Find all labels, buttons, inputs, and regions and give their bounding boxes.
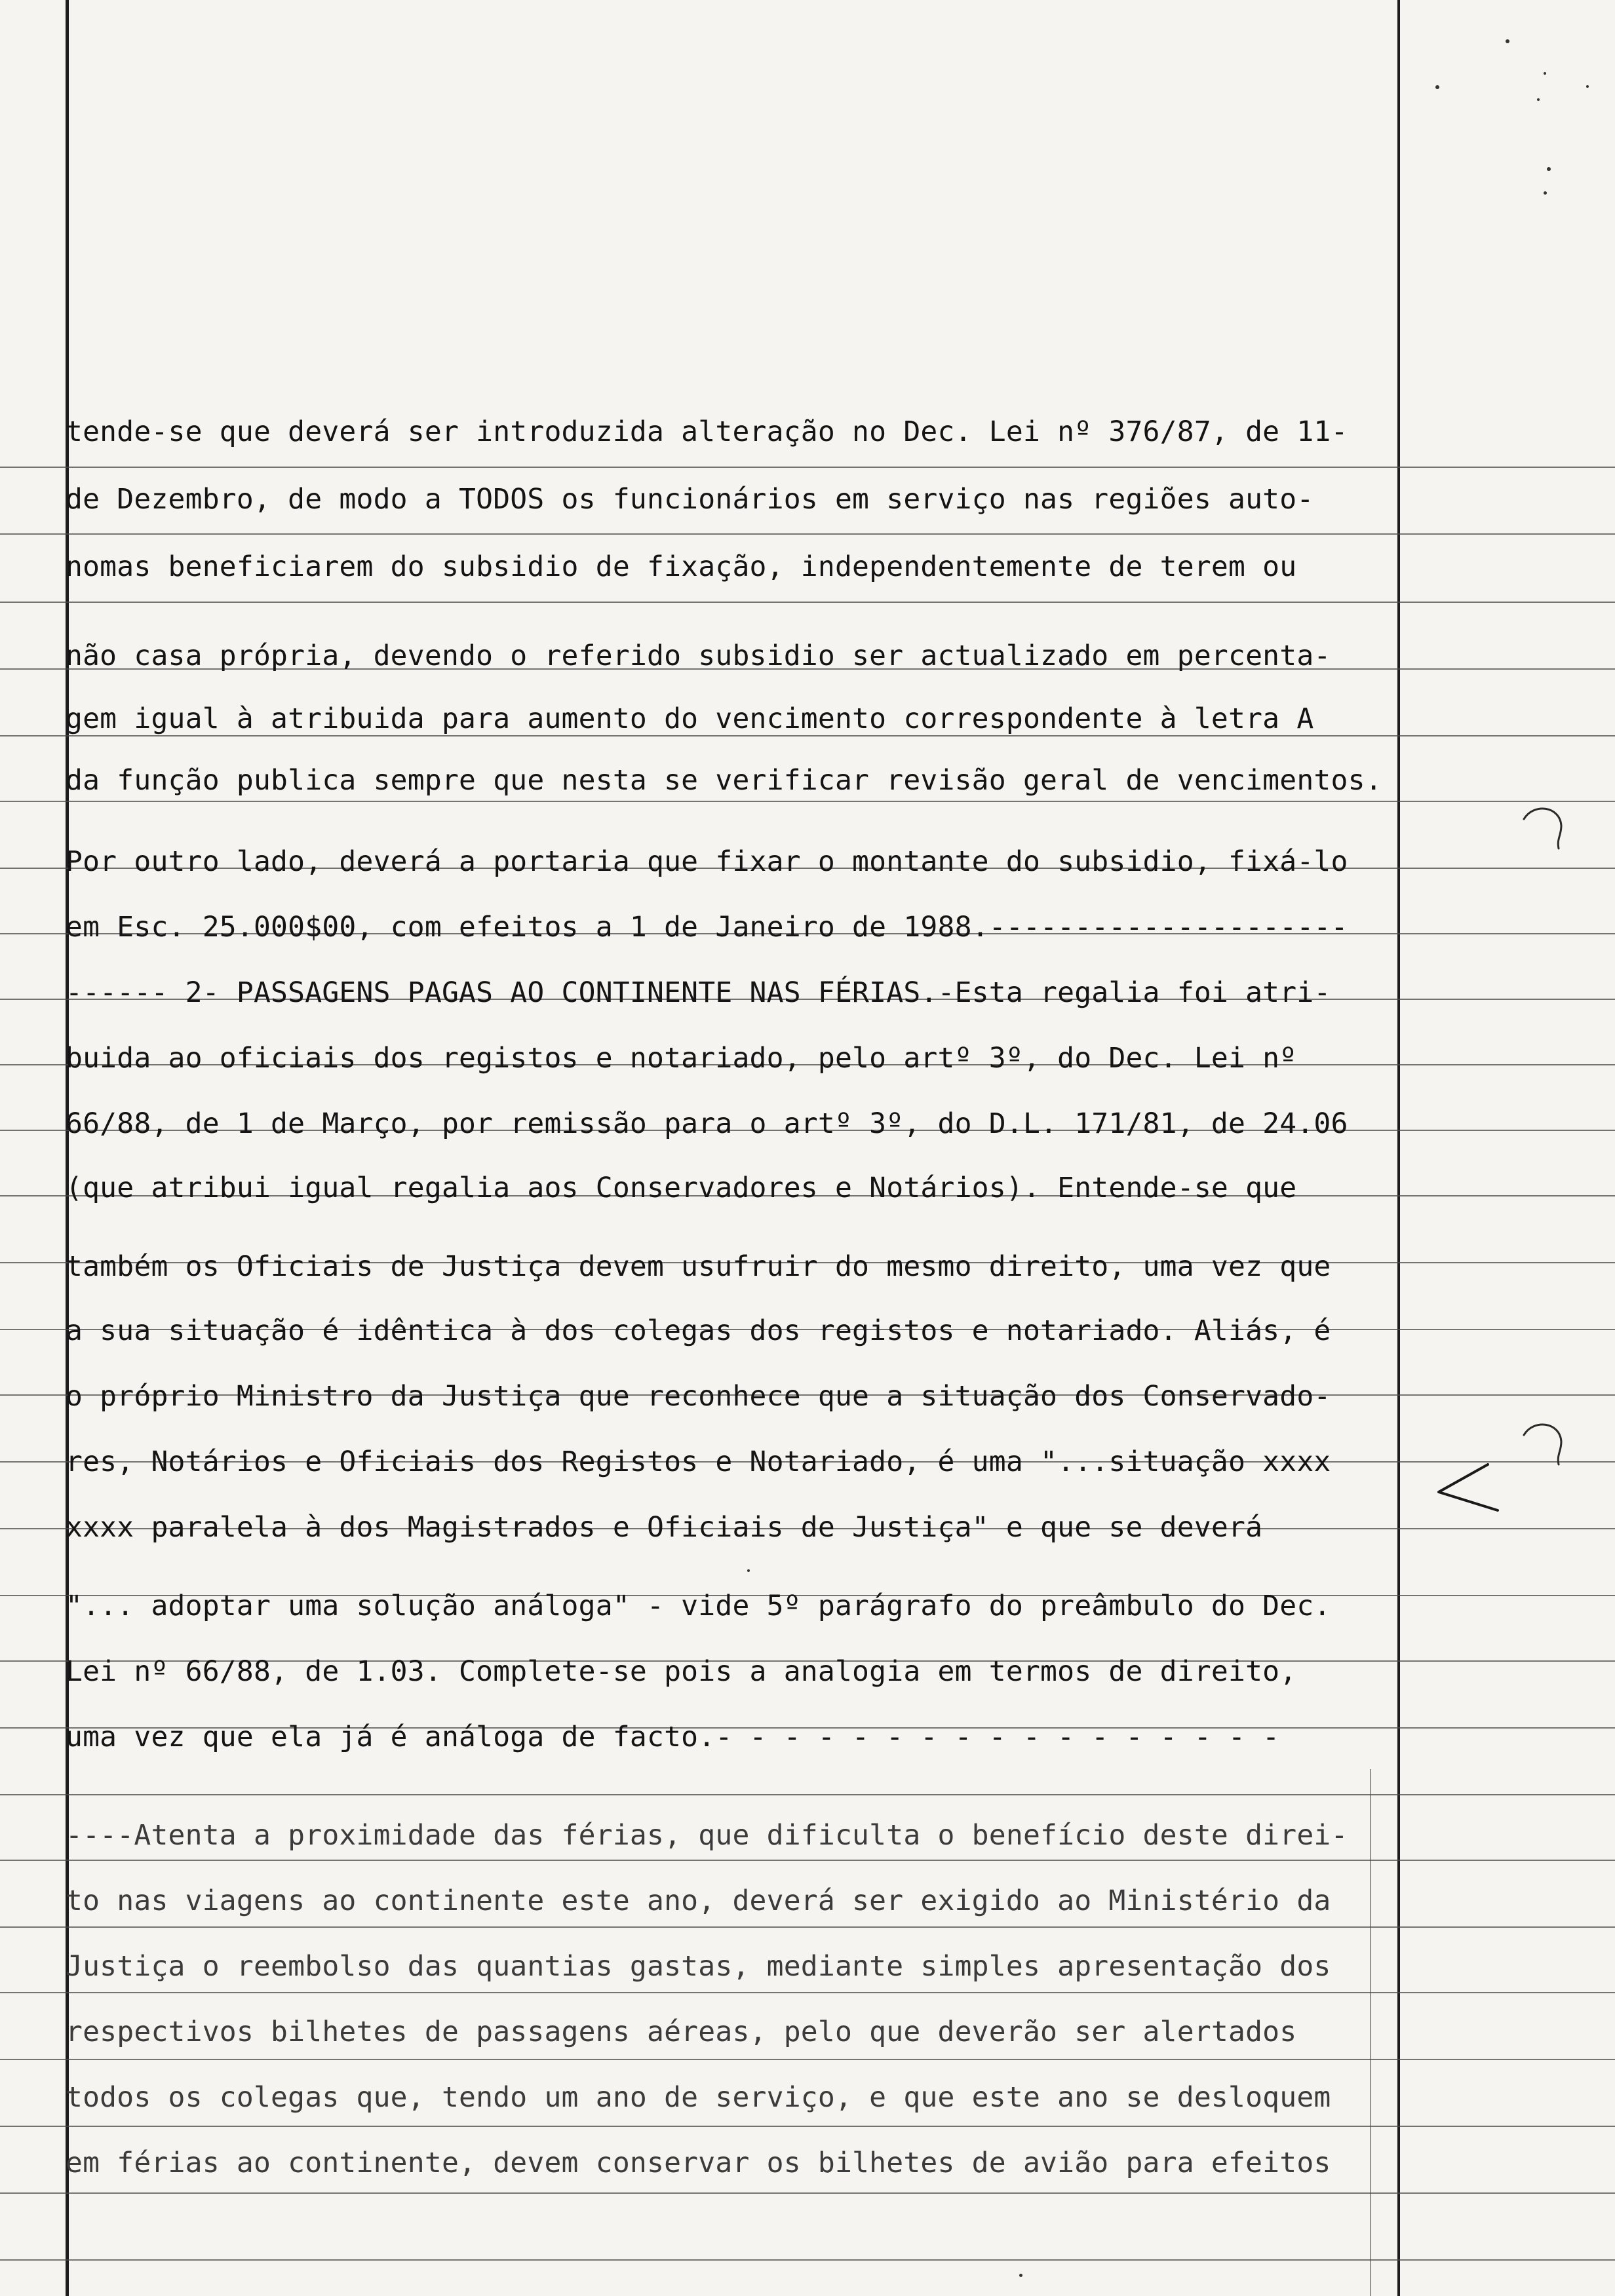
scan-speck: [1544, 72, 1546, 75]
scan-speck: [1544, 191, 1547, 195]
ruled-line: [0, 801, 1615, 802]
text-line: não casa própria, devendo o referido subsidio ser actualizado em percenta-: [66, 640, 1331, 672]
scan-speck: [1019, 2274, 1022, 2277]
ruled-line: [0, 467, 1615, 468]
text-line: "... adoptar uma solução análoga" - vide 5º parágrafo do preâmbulo do Dec.: [66, 1590, 1331, 1622]
text-line: res, Notários e Oficiais dos Registos e Notariado, é uma "...situação xxxx: [66, 1445, 1331, 1478]
text-line: (que atribui igual regalia aos Conservadores e Notários). Entende-se que: [66, 1172, 1297, 1204]
ruled-line: [0, 2259, 1615, 2261]
text-line: respectivos bilhetes de passagens aéreas, pelo que deverão ser alertados: [66, 2016, 1297, 2048]
text-line: da função publica sempre que nesta se verificar revisão geral de vencimentos.: [66, 764, 1382, 797]
ruled-line: [0, 735, 1615, 737]
ruled-line: [0, 533, 1615, 535]
scan-speck: [1435, 85, 1439, 89]
ruled-line: [0, 2126, 1615, 2127]
handwritten-margin-mark: [1426, 1458, 1504, 1517]
ruled-line: [0, 1860, 1615, 1861]
text-line: também os Oficiais de Justiça devem usufruir do mesmo direito, uma vez que: [66, 1250, 1331, 1283]
text-line: em Esc. 25.000$00, com efeitos a 1 de Janeiro de 1988.---------------------: [66, 911, 1348, 944]
ruled-line: [0, 1926, 1615, 1928]
ruled-line: [0, 2192, 1615, 2194]
text-line: 66/88, de 1 de Março, por remissão para o artº 3º, do D.L. 171/81, de 24.06: [66, 1107, 1348, 1140]
ruled-line: [0, 602, 1615, 603]
text-line: gem igual à atribuida para aumento do vencimento correspondente à letra A: [66, 702, 1314, 735]
scan-speck: [1586, 85, 1589, 88]
text-line: o próprio Ministro da Justiça que reconhece que a situação dos Conservado-: [66, 1380, 1331, 1413]
text-line: ----Atenta a proximidade das férias, que dificulta o benefício deste direi-: [66, 1819, 1348, 1852]
hole-punch-mark: [1521, 1415, 1566, 1474]
ruled-line: [0, 1992, 1615, 1993]
hole-punch-mark: [1521, 799, 1566, 858]
scan-speck: [747, 1569, 750, 1572]
text-line: to nas viagens ao continente este ano, deverá ser exigido ao Ministério da: [66, 1885, 1331, 1917]
scan-speck: [1506, 39, 1509, 43]
text-line: Por outro lado, deverá a portaria que fixar o montante do subsidio, fixá-lo: [66, 845, 1348, 878]
text-line: tende-se que deverá ser introduzida alteração no Dec. Lei nº 376/87, de 11-: [66, 415, 1348, 448]
scan-speck: [1547, 167, 1551, 171]
text-line: de Dezembro, de modo a TODOS os funcionários em serviço nas regiões auto-: [66, 483, 1314, 516]
ruled-line: [0, 2059, 1615, 2060]
text-line: nomas beneficiarem do subsidio de fixação, independentemente de terem ou: [66, 550, 1297, 583]
right-margin-rule: [1397, 0, 1400, 2296]
text-line: uma vez que ela já é análoga de facto.- - - - - - - - - - - - - - - - -: [66, 1721, 1280, 1753]
text-line: Lei nº 66/88, de 1.03. Complete-se pois a analogia em termos de direito,: [66, 1655, 1297, 1688]
text-line: Justiça o reembolso das quantias gastas, mediante simples apresentação dos: [66, 1950, 1331, 1983]
text-line: ------ 2- PASSAGENS PAGAS AO CONTINENTE NAS FÉRIAS.-Esta regalia foi atri-: [66, 976, 1331, 1009]
text-line: todos os colegas que, tendo um ano de serviço, e que este ano se desloquem: [66, 2081, 1331, 2114]
scan-speck: [1537, 98, 1540, 101]
text-line: a sua situação é idêntica à dos colegas dos registos e notariado. Aliás, é: [66, 1314, 1331, 1347]
faint-margin-rule: [1370, 1769, 1371, 2296]
text-line: buida ao oficiais dos registos e notariado, pelo artº 3º, do Dec. Lei nº: [66, 1042, 1297, 1075]
ruled-line: [0, 1794, 1615, 1795]
text-line: em férias ao continente, devem conservar os bilhetes de avião para efeitos: [66, 2147, 1331, 2179]
text-line: xxxx paralela à dos Magistrados e Oficiais de Justiça" e que se deverá: [66, 1511, 1263, 1544]
